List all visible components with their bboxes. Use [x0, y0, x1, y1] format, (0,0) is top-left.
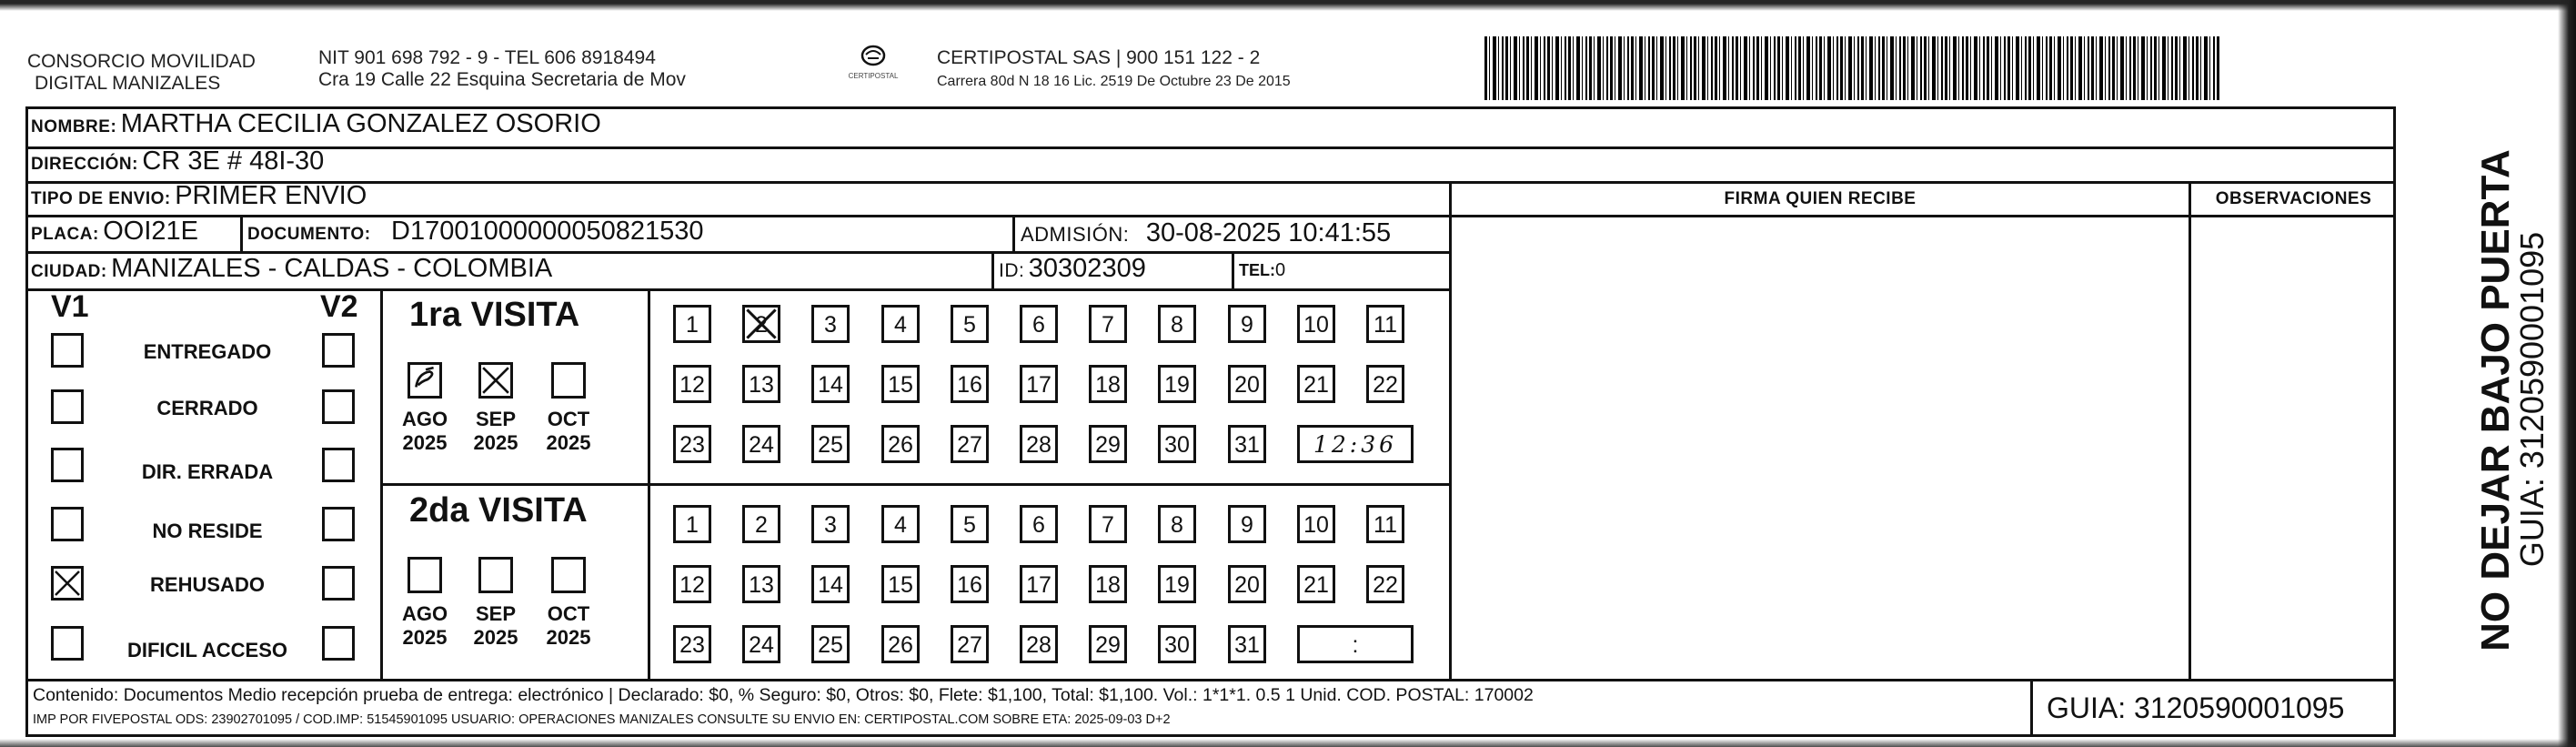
day-box[interactable]: 11	[1366, 505, 1404, 543]
scan-edge-right	[2558, 0, 2576, 747]
id-row	[999, 254, 1146, 284]
status-label: REHUSADO	[150, 573, 265, 596]
month-name: AGO	[401, 602, 448, 625]
status-label: CERRADO	[156, 397, 258, 419]
day-box[interactable]: 24	[742, 425, 780, 463]
v1-checkbox[interactable]	[51, 448, 84, 482]
address-line: Cra 19 Calle 22 Esquina Secretaria de Mov	[318, 69, 686, 90]
v2-label: V2	[320, 289, 358, 324]
direccion-label: DIRECCIÓN:	[31, 155, 138, 174]
carrier-line: CERTIPOSTAL SAS | 900 151 122 - 2	[937, 47, 1261, 68]
id-label: ID:	[999, 260, 1025, 281]
month-year: 2025	[402, 626, 448, 649]
day-box[interactable]: 2	[742, 305, 780, 343]
day-box[interactable]: 12	[673, 565, 711, 603]
admision-value: 30-08-2025 10:41:55	[1145, 218, 1392, 247]
day-box[interactable]: 1	[673, 305, 711, 343]
row-line-ciudad	[25, 288, 1452, 291]
day-box[interactable]: 2	[742, 505, 780, 543]
day-box[interactable]: 17	[1020, 565, 1058, 603]
time-box[interactable]: :	[1297, 625, 1414, 663]
day-box[interactable]: 30	[1158, 425, 1196, 463]
day-x-mark-icon	[745, 308, 778, 340]
day-box[interactable]: 31	[1228, 425, 1266, 463]
v2-checkbox[interactable]	[322, 626, 355, 661]
logo-text: CERTIPOSTAL	[848, 72, 899, 80]
check-x-icon	[54, 569, 81, 598]
footer-guia: GUIA: 3120590001095	[2047, 691, 2345, 724]
day-box[interactable]: 26	[881, 625, 920, 663]
day-box[interactable]: 31	[1228, 625, 1266, 663]
ciudad-label: CIUDAD:	[31, 262, 107, 281]
tel-value: 0	[1275, 260, 1286, 280]
nit-line: NIT 901 698 792 - 9 - TEL 606 8918494	[318, 47, 656, 68]
status-label: NO RESIDE	[152, 520, 263, 542]
check-x-icon	[481, 365, 510, 396]
day-box[interactable]: 25	[811, 625, 850, 663]
day-box[interactable]: 28	[1020, 425, 1058, 463]
day-box[interactable]: 1	[673, 505, 711, 543]
day-box[interactable]: 23	[673, 425, 711, 463]
nombre-value: MARTHA CECILIA GONZALEZ OSORIO	[120, 109, 601, 138]
month-checkbox[interactable]	[551, 362, 586, 399]
day-box[interactable]: 19	[1158, 565, 1196, 603]
tipo-label: TIPO DE ENVIO:	[31, 189, 171, 208]
barcode	[1484, 36, 2219, 100]
month-name: OCT	[547, 408, 590, 430]
side-guia: GUIA: 3120590001095	[2513, 231, 2551, 568]
col-line-admision	[1012, 215, 1015, 251]
side-no-dejar: NO DEJAR BAJO PUERTA	[2473, 149, 2518, 651]
v1-checkbox[interactable]	[51, 566, 84, 601]
day-box[interactable]: 23	[673, 625, 711, 663]
day-box[interactable]: 28	[1020, 625, 1058, 663]
direccion-row	[31, 146, 324, 177]
month-name: AGO	[401, 408, 448, 430]
documento-row	[247, 217, 704, 247]
footer-content: Contenido: Documentos Medio recepción prueba de entrega: electrónico | Declarado: $0, % Seguro: $0, Otros: $0, Flete: $1,100, Total: $1,100. Vol.: 1*1*1. 0.5 1 Unid. COD. POSTAL: 170002	[33, 685, 1534, 705]
month-label	[468, 602, 523, 650]
ciudad-value: MANIZALES - CALDAS - COLOMBIA	[111, 254, 553, 283]
day-box[interactable]: 25	[811, 425, 850, 463]
v2-checkbox[interactable]	[322, 389, 355, 424]
day-box[interactable]: 7	[1089, 305, 1127, 343]
day-box[interactable]: 4	[881, 505, 920, 543]
tel-label: TEL:	[1239, 261, 1275, 279]
day-box[interactable]: 22	[1366, 365, 1404, 403]
col-line-tel	[1232, 251, 1234, 288]
month-year: 2025	[473, 626, 518, 649]
v2-checkbox[interactable]	[322, 566, 355, 601]
day-box[interactable]: 22	[1366, 565, 1404, 603]
day-box[interactable]: 14	[811, 365, 850, 403]
v2-checkbox[interactable]	[322, 333, 355, 368]
day-box[interactable]: 15	[881, 565, 920, 603]
month-year: 2025	[546, 431, 591, 454]
firma-label: FIRMA QUIEN RECIBE	[1724, 189, 1917, 208]
row-line-nombre	[25, 146, 2396, 149]
day-box[interactable]: 4	[881, 305, 920, 343]
observaciones-label: OBSERVACIONES	[2215, 189, 2372, 208]
day-box[interactable]: 24	[742, 625, 780, 663]
footer-print-info: IMP POR FIVEPOSTAL ODS: 23902701095 / COD.IMP: 51545901095 USUARIO: OPERACIONES MANIZALES CONSULTE SU ENVIO EN: CERTIPOSTAL.COM SOBRE ETA: 2025-09-03 D+2	[33, 712, 1171, 727]
day-box[interactable]: 13	[742, 365, 780, 403]
day-box[interactable]: 20	[1228, 365, 1266, 403]
v1-checkbox[interactable]	[51, 389, 84, 424]
admision-row	[1021, 218, 1391, 248]
month-label	[468, 408, 523, 455]
visit2-title: 2da VISITA	[409, 491, 588, 530]
tipo-row	[31, 181, 367, 211]
placa-label: PLACA:	[31, 225, 99, 244]
visit1-title: 1ra VISITA	[409, 296, 580, 334]
month-label	[397, 602, 452, 650]
month-name: OCT	[547, 602, 590, 625]
month-checkbox[interactable]	[478, 557, 513, 593]
nombre-row	[31, 109, 601, 139]
day-box[interactable]: 6	[1020, 305, 1058, 343]
day-box[interactable]: 10	[1297, 305, 1335, 343]
month-name: SEP	[475, 602, 517, 625]
month-checkbox[interactable]	[551, 557, 586, 593]
day-box[interactable]: 27	[951, 425, 989, 463]
day-box[interactable]: 9	[1228, 505, 1266, 543]
company-contact	[318, 47, 791, 91]
nombre-label: NOMBRE:	[31, 117, 117, 136]
carrier-info	[937, 47, 1446, 91]
day-box[interactable]: 20	[1228, 565, 1266, 603]
day-box[interactable]: 16	[951, 365, 989, 403]
day-box[interactable]: 6	[1020, 505, 1058, 543]
month-year: 2025	[473, 431, 518, 454]
day-box[interactable]: 19	[1158, 365, 1196, 403]
side-text	[2414, 146, 2560, 655]
month-label	[397, 408, 452, 455]
day-box[interactable]: 3	[811, 305, 850, 343]
row-line-direccion	[25, 181, 2396, 184]
tipo-value: PRIMER ENVIO	[175, 181, 367, 210]
documento-value: D17001000000050821530	[391, 217, 704, 246]
day-box[interactable]: 5	[951, 305, 989, 343]
day-box[interactable]: 12	[673, 365, 711, 403]
placa-row	[31, 217, 198, 247]
company-name	[27, 51, 318, 95]
day-box[interactable]: 15	[881, 365, 920, 403]
day-box[interactable]: 26	[881, 425, 920, 463]
month-year: 2025	[546, 626, 591, 649]
month-checkbox[interactable]	[408, 557, 442, 593]
scan-edge-bottom	[0, 739, 2576, 747]
time-box[interactable]: 12:36	[1297, 425, 1414, 463]
day-box[interactable]: 8	[1158, 505, 1196, 543]
day-box[interactable]: 13	[742, 565, 780, 603]
month-year: 2025	[402, 431, 448, 454]
day-box[interactable]: 30	[1158, 625, 1196, 663]
company-line2: DIGITAL MANIZALES	[35, 73, 221, 94]
day-box[interactable]: 7	[1089, 505, 1127, 543]
day-box[interactable]: 5	[951, 505, 989, 543]
day-box[interactable]: 11	[1366, 305, 1404, 343]
day-box[interactable]: 21	[1297, 365, 1335, 403]
documento-label: DOCUMENTO:	[247, 225, 371, 244]
scan-edge-top	[0, 0, 2576, 13]
v2-checkbox[interactable]	[322, 507, 355, 541]
direccion-value: CR 3E # 48I-30	[142, 146, 325, 176]
status-label: ENTREGADO	[143, 340, 272, 363]
v1-label: V1	[51, 289, 89, 324]
row-line-visit-divider	[380, 483, 1452, 486]
placa-value: OOI21E	[103, 217, 199, 246]
admision-label: ADMISIÓN:	[1021, 223, 1130, 246]
day-box[interactable]: 16	[951, 565, 989, 603]
day-box[interactable]: 21	[1297, 565, 1335, 603]
col-line-month-day	[648, 288, 650, 680]
day-box[interactable]: 8	[1158, 305, 1196, 343]
tel-row	[1239, 260, 1285, 281]
month-label	[541, 602, 596, 650]
col-line-obs	[2189, 181, 2191, 680]
day-box[interactable]: 14	[811, 565, 850, 603]
col-line-guia-footer	[2030, 679, 2033, 737]
day-box[interactable]: 18	[1089, 365, 1127, 403]
status-label: DIFICIL ACCESO	[126, 639, 287, 661]
month-checkbox[interactable]	[478, 362, 513, 399]
status-label: DIR. ERRADA	[141, 460, 274, 483]
carrier-address: Carrera 80d N 18 16 Lic. 2519 De Octubre 23 De 2015	[937, 74, 1291, 89]
ciudad-row	[31, 254, 552, 284]
col-line-placa	[240, 215, 243, 251]
v2-checkbox[interactable]	[322, 448, 355, 482]
day-box[interactable]: 3	[811, 505, 850, 543]
day-box[interactable]: 18	[1089, 565, 1127, 603]
day-box[interactable]: 29	[1089, 425, 1127, 463]
col-line-id	[991, 251, 994, 288]
certipostal-logo	[846, 44, 901, 93]
scribble-mark-icon	[410, 365, 439, 396]
v1-checkbox[interactable]	[51, 507, 84, 541]
month-name: SEP	[475, 408, 517, 430]
company-line1: CONSORCIO MOVILIDAD	[27, 51, 256, 72]
v1-checkbox[interactable]	[51, 333, 84, 368]
id-value: 30302309	[1028, 254, 1146, 283]
day-box[interactable]: 29	[1089, 625, 1127, 663]
day-box[interactable]: 9	[1228, 305, 1266, 343]
day-box[interactable]: 17	[1020, 365, 1058, 403]
v1-checkbox[interactable]	[51, 626, 84, 661]
month-checkbox[interactable]	[408, 362, 442, 399]
month-label	[541, 408, 596, 455]
logo-icon	[859, 44, 888, 67]
day-box[interactable]: 10	[1297, 505, 1335, 543]
day-box[interactable]: 27	[951, 625, 989, 663]
